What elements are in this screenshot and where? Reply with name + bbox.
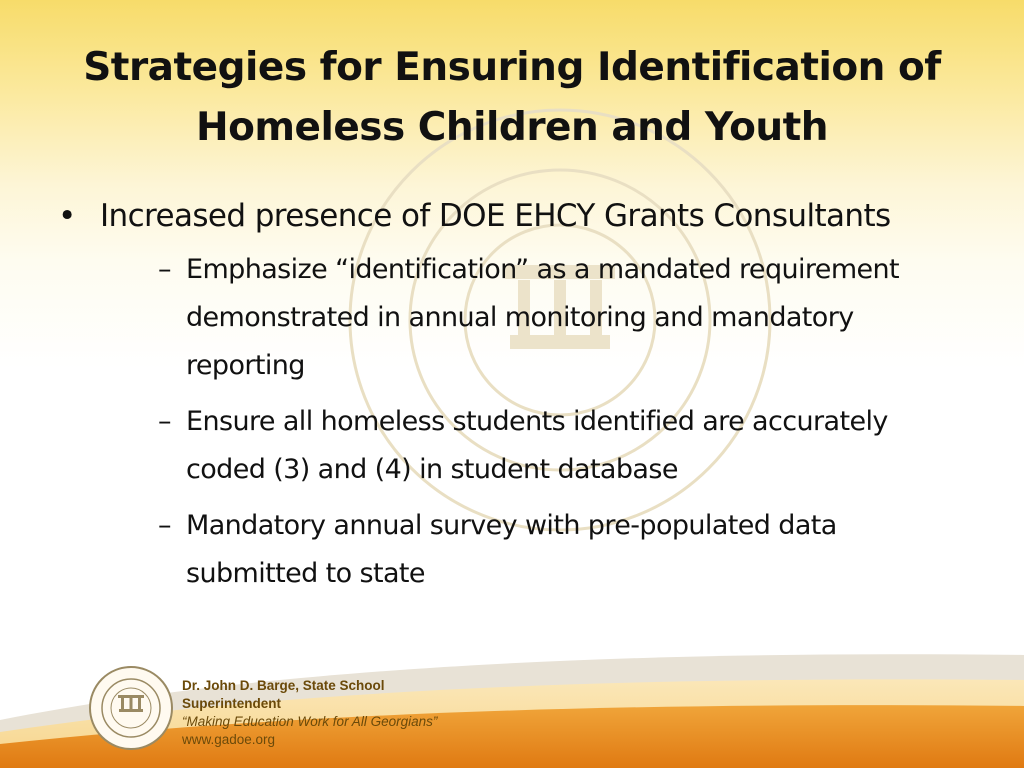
bullet-list	[58, 190, 958, 606]
footer-text	[182, 677, 512, 749]
sub-bullet-item	[150, 398, 958, 494]
bullet-item	[58, 190, 958, 598]
sub-bullet-text: Mandatory annual survey with pre-populated data submitted to state	[186, 510, 837, 589]
sub-bullet-marker: –	[158, 254, 171, 285]
sub-bullet-text: Ensure all homeless students identified are accurately coded (3) and (4) in student database	[186, 406, 888, 485]
footer-website[interactable]: www.gadoe.org	[182, 732, 276, 747]
bullet-text: Increased presence of DOE EHCY Grants Consultants	[100, 198, 891, 234]
sub-bullet-marker: –	[158, 406, 171, 437]
bullet-marker: •	[58, 198, 76, 234]
footer-tagline: “Making Education Work for All Georgians”	[182, 714, 438, 729]
sub-bullet-marker: –	[158, 510, 171, 541]
footer-name-line1: Dr. John D. Barge, State School	[182, 678, 385, 693]
sub-bullet-item	[150, 502, 958, 598]
sub-bullet-item	[150, 246, 958, 390]
sub-bullet-list	[100, 246, 958, 598]
department-of-education-seal	[88, 665, 174, 751]
sub-bullet-text: Emphasize “identification” as a mandated requirement demonstrated in annual monitoring and mandatory reporting	[186, 254, 900, 381]
footer-name-line2: Superintendent	[182, 696, 282, 711]
slide-title: Strategies for Ensuring Identification of Homeless Children and Youth	[83, 45, 941, 150]
